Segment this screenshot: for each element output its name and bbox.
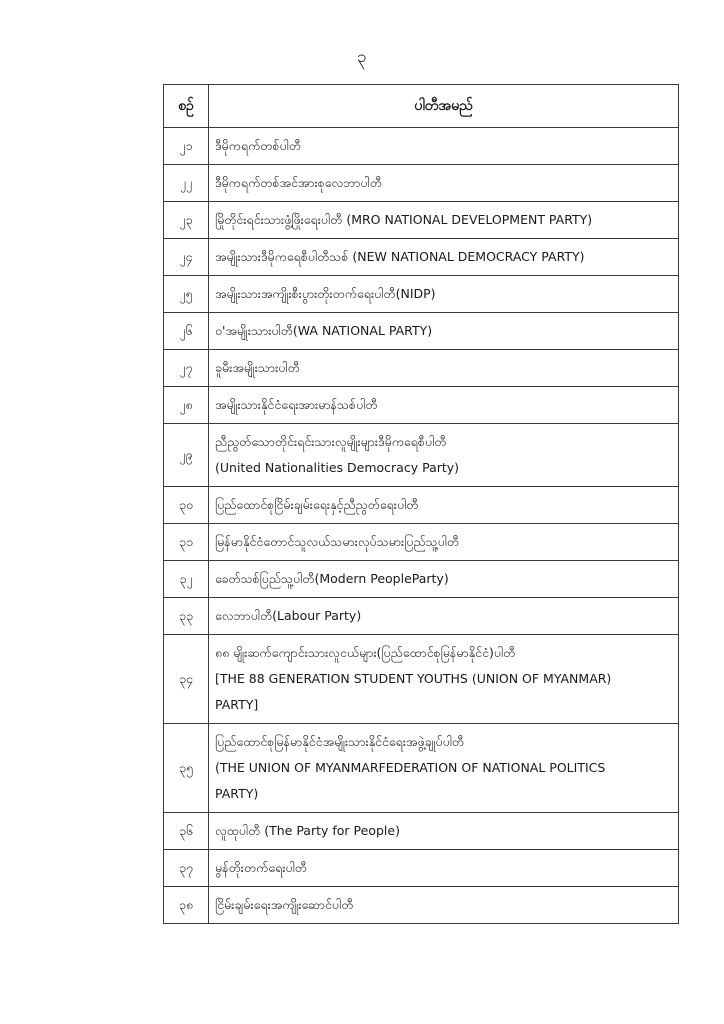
party-name-line: ငြိမ်းချမ်းရေးအကျိုးဆောင်ပါတီ: [215, 897, 354, 912]
table-row: [164, 487, 679, 524]
party-name-cell: [209, 598, 679, 635]
table-row: [164, 128, 679, 165]
party-name-cell: [209, 165, 679, 202]
table-row: [164, 561, 679, 598]
table-row: [164, 387, 679, 424]
table-row: [164, 313, 679, 350]
table-row: [164, 239, 679, 276]
table-row: [164, 202, 679, 239]
party-name-line: [THE 88 GENERATION STUDENT YOUTHS (UNION OF MYANMAR): [215, 671, 612, 686]
table-row: [164, 165, 679, 202]
party-name-cell: [209, 813, 679, 850]
party-name-line: အမျိုးသားဒီမိုကရေစီပါတီသစ် (NEW NATIONAL DEMOCRACY PARTY): [215, 249, 585, 264]
party-name-cell: [209, 561, 679, 598]
party-name-line: အမျိုးသားအကျိုးစီးပွားတိုးတက်ရေးပါတီ(NIDP): [215, 286, 436, 301]
table-body: [164, 128, 679, 924]
serial-number-cell: ၂၂: [164, 165, 209, 202]
party-name-line: (United Nationalities Democracy Party): [215, 460, 460, 475]
party-name-cell: [209, 387, 679, 424]
table-row: [164, 524, 679, 561]
serial-number-cell: ၃၆: [164, 813, 209, 850]
table-header-row: [164, 85, 679, 128]
party-name-line: ၈၈ မျိုးဆက်ကျောင်းသားလူငယ်များ(ပြည်ထောင်စုမြန်မာနိုင်ငံ)ပါတီ: [215, 645, 516, 660]
table-row: [164, 724, 679, 813]
party-name-line: ဒီမိုကရက်တစ်အင်အားစုလေဘာပါတီ: [215, 175, 382, 190]
party-name-cell: [209, 724, 679, 813]
party-name-cell: [209, 487, 679, 524]
party-name-line: ခေတ်သစ်ပြည်သူ့ပါတီ(Modern PeopleParty): [215, 571, 449, 586]
party-name-line: ညီညွတ်သောတိုင်းရင်းသားလူမျိုးများဒီမိုကရေစီပါတီ: [215, 434, 447, 449]
party-name-line: ပြည်ထောင်စုငြိမ်းချမ်းရေးနှင့်ညီညွတ်ရေးပါတီ: [215, 497, 419, 512]
party-name-cell: [209, 424, 679, 487]
party-name-cell: [209, 524, 679, 561]
party-name-line: ပြည်ထောင်စုမြန်မာနိုင်ငံအမျိုးသားနိုင်ငံရေးအဖွဲ့ချုပ်ပါတီ: [215, 734, 465, 749]
party-name-line: ဝ'အမျိုးသားပါတီ(WA NATIONAL PARTY): [215, 323, 433, 338]
party-name-line: PARTY): [215, 786, 259, 801]
serial-number-cell: ၃၈: [164, 887, 209, 924]
table-row: [164, 424, 679, 487]
serial-number-cell: ၂၆: [164, 313, 209, 350]
serial-number-cell: ၂၉: [164, 424, 209, 487]
serial-number-cell: ၃၅: [164, 724, 209, 813]
serial-number-cell: ၃၂: [164, 561, 209, 598]
table-row: [164, 850, 679, 887]
party-name-cell: [209, 276, 679, 313]
table-row: [164, 813, 679, 850]
party-name-line: မြိုတိုင်းရင်းသားဖွံ့ဖြိုးရေးပါတီ (MRO NATIONAL DEVELOPMENT PARTY): [215, 212, 593, 227]
serial-number-cell: ၂၅: [164, 276, 209, 313]
header-serial-no: စဉ်: [164, 85, 209, 128]
table-row: [164, 887, 679, 924]
party-name-cell: [209, 128, 679, 165]
party-name-line: မြန်မာနိုင်ငံတောင်သူလယ်သမားလုပ်သမားပြည်သူ့ပါတီ: [215, 534, 460, 549]
party-name-cell: [209, 202, 679, 239]
table-row: [164, 276, 679, 313]
party-name-line: လေဘာပါတီ(Labour Party): [215, 608, 362, 623]
serial-number-cell: ၂၈: [164, 387, 209, 424]
party-name-line: (THE UNION OF MYANMARFEDERATION OF NATIONAL POLITICS: [215, 760, 606, 775]
serial-number-cell: ၃၀: [164, 487, 209, 524]
party-list-table: [163, 84, 679, 924]
serial-number-cell: ၂၇: [164, 350, 209, 387]
party-name-cell: [209, 350, 679, 387]
page-number: ၃: [357, 47, 367, 67]
header-party-name: ပါတီအမည်: [209, 85, 679, 128]
table-row: [164, 598, 679, 635]
party-name-cell: [209, 887, 679, 924]
serial-number-cell: ၃၁: [164, 524, 209, 561]
serial-number-cell: ၂၁: [164, 128, 209, 165]
serial-number-cell: ၃၄: [164, 635, 209, 724]
party-name-line: မွန်တိုးတက်ရေးပါတီ: [215, 860, 307, 875]
party-name-cell: [209, 635, 679, 724]
party-name-line: ဒီမိုကရက်တစ်ပါတီ: [215, 138, 301, 153]
party-name-line: PARTY]: [215, 697, 259, 712]
serial-number-cell: ၂၄: [164, 239, 209, 276]
serial-number-cell: ၃၃: [164, 598, 209, 635]
party-name-line: ခူမီးအမျိုးသားပါတီ: [215, 360, 300, 375]
party-name-cell: [209, 313, 679, 350]
serial-number-cell: ၃၇: [164, 850, 209, 887]
table-row: [164, 350, 679, 387]
party-name-cell: [209, 239, 679, 276]
party-name-line: လူထုပါတီ (The Party for People): [215, 823, 400, 838]
party-name-line: အမျိုးသားနိုင်ငံရေးအားမာန်သစ်ပါတီ: [215, 397, 378, 412]
party-name-cell: [209, 850, 679, 887]
table-row: [164, 635, 679, 724]
serial-number-cell: ၂၃: [164, 202, 209, 239]
